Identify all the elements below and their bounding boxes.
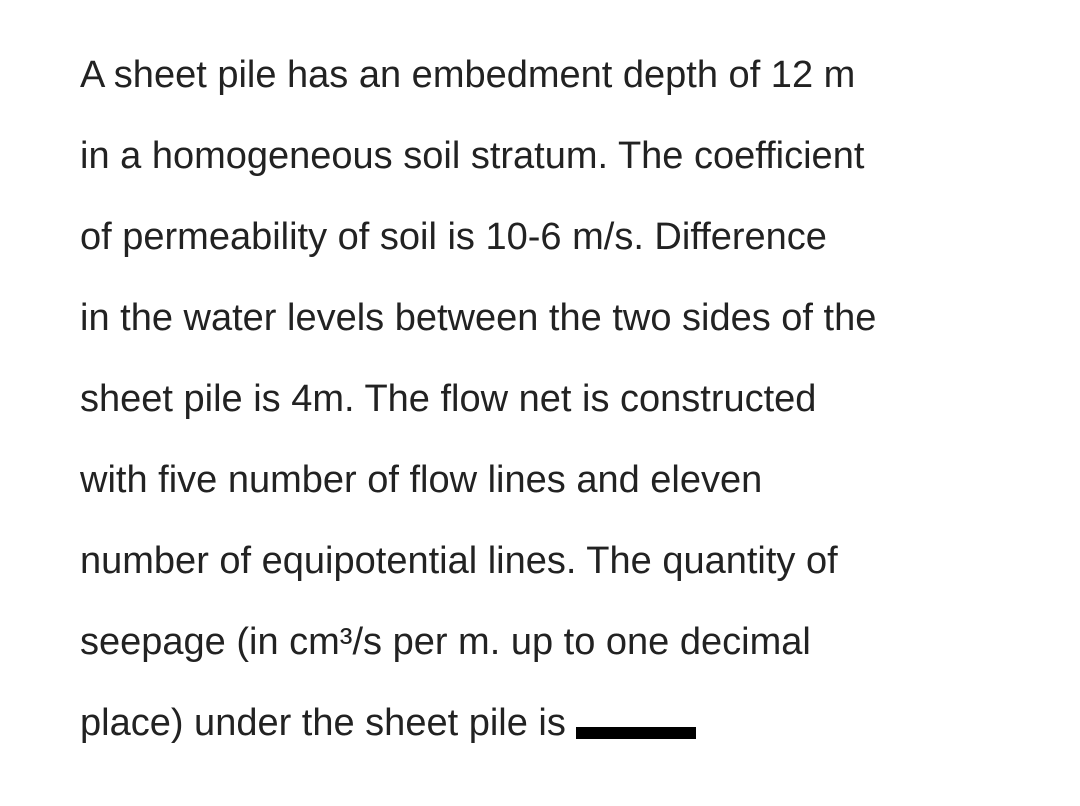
answer-blank — [576, 727, 696, 739]
question-text — [80, 40, 1070, 769]
question-line: place) under the sheet pile is — [80, 702, 566, 744]
question-line: sheet pile is 4m. The flow net is constructed — [80, 378, 817, 420]
question-line: seepage (in cm³/s per m. up to one decimal — [80, 621, 811, 663]
question-line: number of equipotential lines. The quantity of — [80, 540, 838, 582]
question-line: in the water levels between the two sides of the — [80, 297, 877, 339]
question-line: A sheet pile has an embedment depth of 12 m — [80, 54, 856, 96]
question-last-line — [80, 688, 1070, 769]
question-line: with five number of flow lines and eleven — [80, 459, 763, 501]
question-line: in a homogeneous soil stratum. The coefficient — [80, 135, 865, 177]
question-line: of permeability of soil is 10-6 m/s. Difference — [80, 216, 827, 258]
